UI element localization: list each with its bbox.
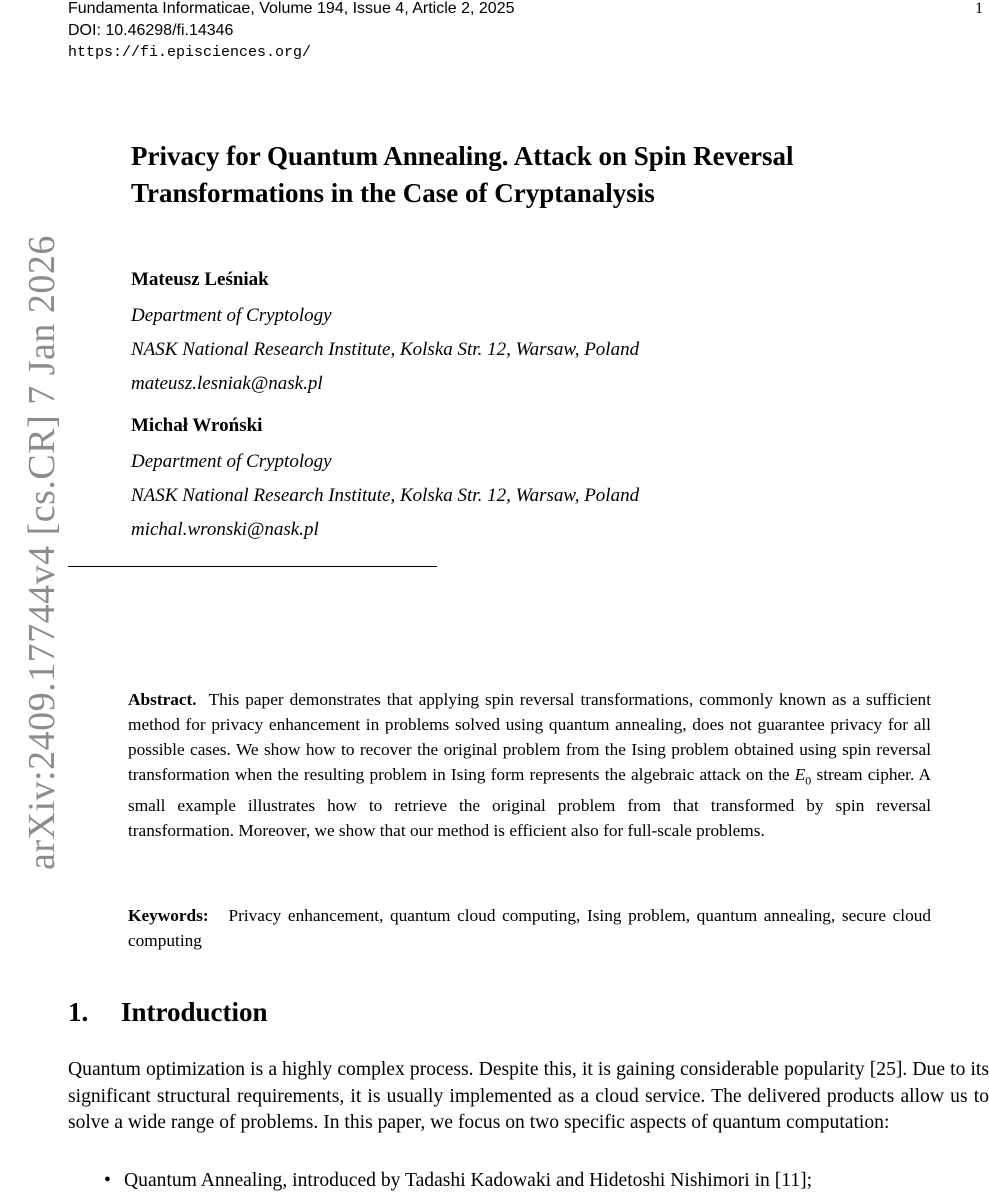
- abstract-text-1: This paper demonstrates that applying spin reversal transformations, commonly known as a sufficient method for privacy enhancement in problems solved using quantum annealing, does not guarantee privacy for all possible cases. We show how to recover the original problem from the Ising problem obtained using spin reversal transformation when the resulting problem in Ising form represents the algebraic attack on the: [128, 690, 931, 784]
- section-number: 1.: [68, 997, 89, 1027]
- arxiv-sidebar-stamp: arXiv:2409.17744v4 [cs.CR] 7 Jan 2026: [21, 235, 63, 870]
- keywords-text: Privacy enhancement, quantum cloud computing, Ising problem, quantum annealing, secure cloud computing: [128, 906, 932, 950]
- keywords-block: [128, 903, 931, 953]
- intro-paragraph: Quantum optimization is a highly complex process. Despite this, it is gaining considerable popularity [25]. Due to its significant structural requirements, it is usually implemented as a cloud service. The delivered products allow us to solve a wide range of problems. In this paper, we focus on two specific aspects of quantum computation:: [68, 1059, 989, 1133]
- paper-title: [131, 138, 931, 212]
- cipher-subscript: 0: [805, 773, 812, 788]
- cipher-symbol: E: [794, 765, 806, 784]
- section-title: Introduction: [121, 997, 268, 1027]
- author-2-department: Department of Cryptology: [131, 451, 332, 472]
- abstract-block: [128, 687, 931, 843]
- author-1-institution: NASK National Research Institute, Kolska Str. 12, Warsaw, Poland: [131, 339, 640, 360]
- journal-header: Fundamenta Informaticae, Volume 194, Issue 4, Article 2, 2025: [68, 0, 515, 17]
- horizontal-rule: [68, 566, 437, 567]
- title-line-1: Privacy for Quantum Annealing. Attack on Spin Reversal: [131, 141, 794, 171]
- author-1-name: Mateusz Leśniak: [131, 269, 269, 290]
- bullet-text: Quantum Annealing, introduced by Tadashi Kadowaki and Hidetoshi Nishimori in [11];: [124, 1170, 813, 1191]
- author-1-department: Department of Cryptology: [131, 305, 332, 326]
- title-line-2: Transformations in the Case of Cryptanalysis: [131, 178, 655, 208]
- abstract-text-2: stream cipher. A small example illustrates how to retrieve the original problem from that transformed by spin reversal transformation. Moreover, we show that our method is efficient also for full-scale problems.: [128, 765, 932, 841]
- author-2-name: Michał Wroński: [131, 415, 263, 436]
- page-number: 1: [975, 0, 983, 17]
- list-item: [104, 1170, 812, 1192]
- author-1-email[interactable]: mateusz.lesniak@nask.pl: [131, 373, 323, 394]
- journal-url[interactable]: https://fi.episciences.org/: [68, 44, 312, 61]
- keywords-label: Keywords:: [128, 906, 209, 925]
- section-heading: [68, 997, 268, 1028]
- author-2-institution: NASK National Research Institute, Kolska Str. 12, Warsaw, Poland: [131, 485, 640, 506]
- abstract-label: Abstract.: [128, 690, 197, 709]
- bullet-icon: •: [104, 1170, 111, 1191]
- doi-line: DOI: 10.46298/fi.14346: [68, 22, 234, 39]
- author-2-email[interactable]: michal.wronski@nask.pl: [131, 519, 319, 540]
